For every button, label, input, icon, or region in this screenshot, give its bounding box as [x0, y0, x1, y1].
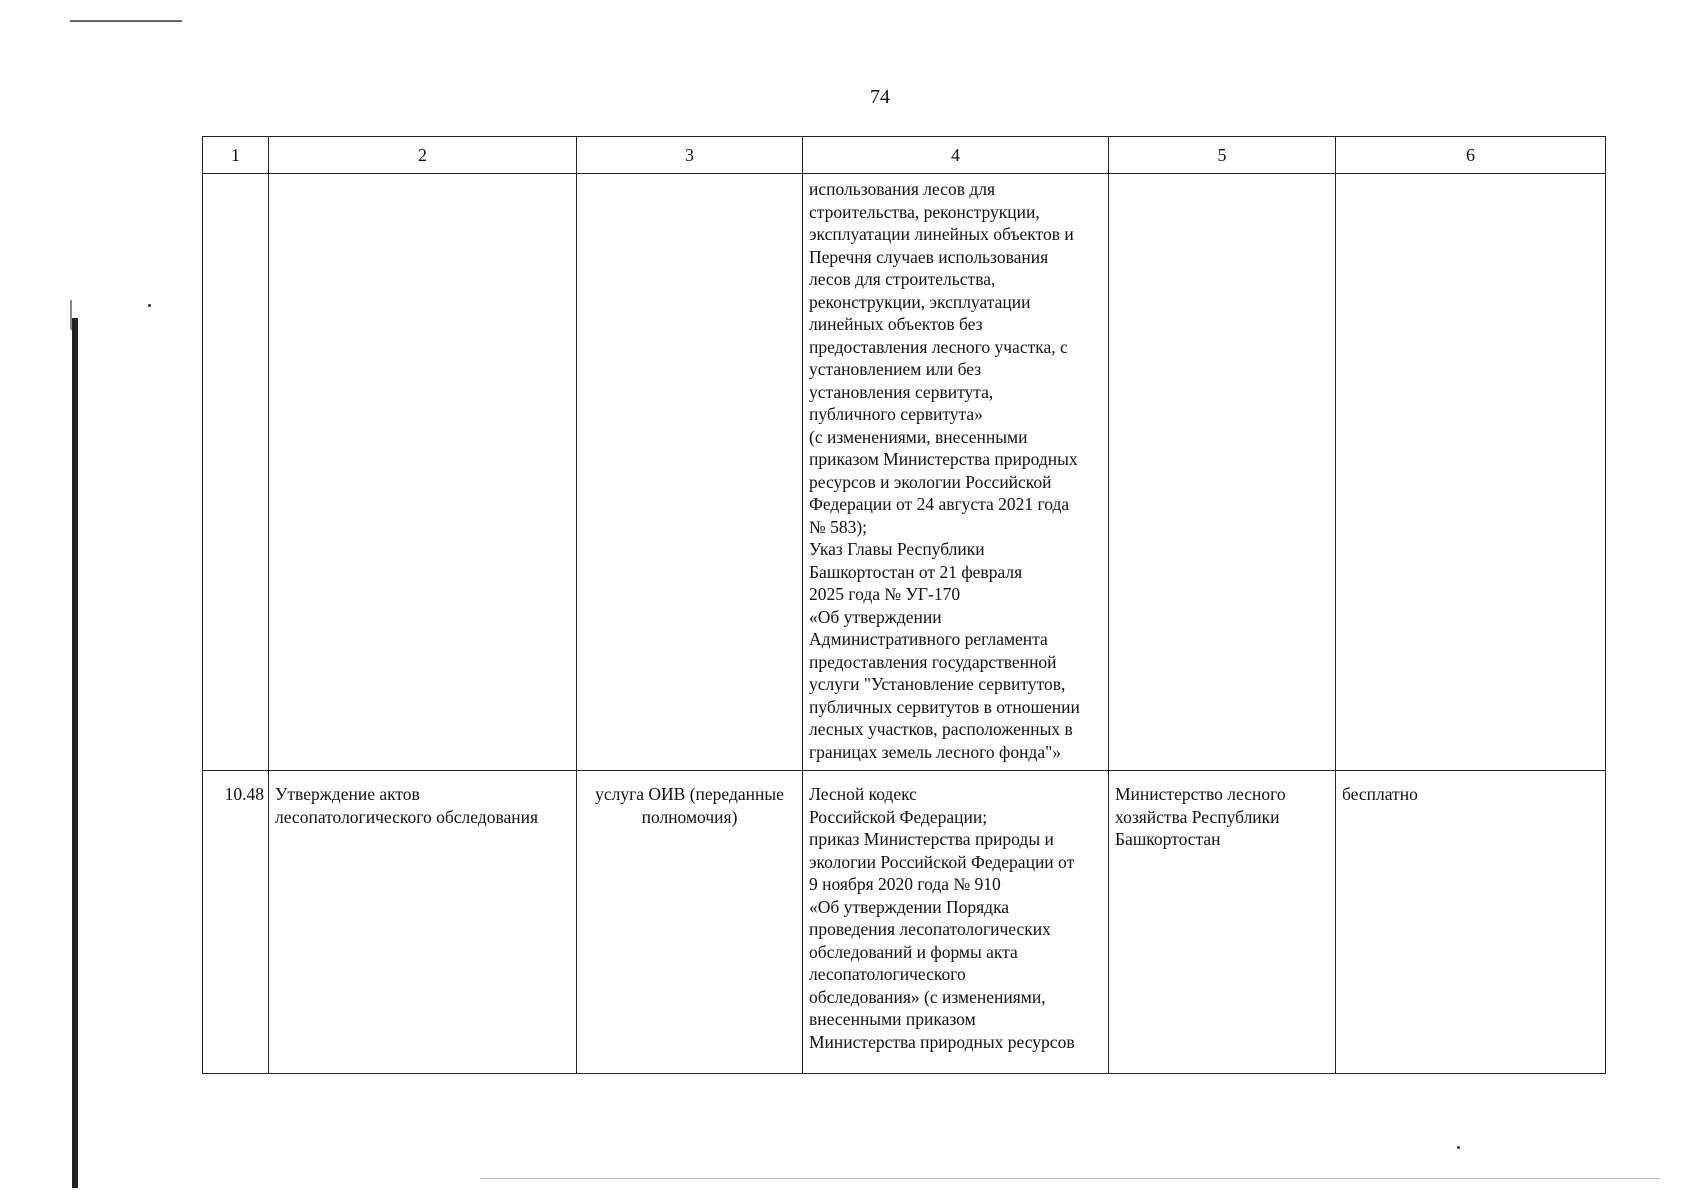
column-number: 6 [1336, 137, 1606, 174]
scan-speck [148, 304, 151, 307]
page-number: 74 [870, 86, 890, 108]
authority-cell [1109, 174, 1336, 771]
column-number: 4 [803, 137, 1109, 174]
column-number: 5 [1109, 137, 1336, 174]
scan-artifact-bottom-line [480, 1178, 1660, 1179]
column-number-row [203, 137, 1606, 174]
row-number-cell: 10.48 [203, 771, 269, 1074]
scan-artifact-top-line [70, 20, 182, 22]
authority-cell: Министерство лесного хозяйства Республики Башкортостан [1109, 771, 1336, 1074]
service-name-cell [269, 174, 577, 771]
scan-speck [1457, 1146, 1460, 1149]
service-type-cell [577, 174, 803, 771]
fee-cell: бесплатно [1336, 771, 1606, 1074]
fee-cell [1336, 174, 1606, 771]
scan-artifact-left-bar [72, 318, 78, 1188]
column-number: 1 [203, 137, 269, 174]
column-number: 3 [577, 137, 803, 174]
service-type-cell: услуга ОИВ (переданные полномочия) [577, 771, 803, 1074]
row-number-cell [203, 174, 269, 771]
legal-basis-cell: использования лесов для строительства, реконструкции, эксплуатации линейных объектов и Перечня случаев использования лесов для строительства, реконструкции, эксплуатации линейных объектов без предоставления лесного участка, с установлением или без установления сервитута, публичного сервитута» (с изменениями, внесенными приказом Министерства природных ресурсов и экологии Российской Федерации от 24 августа 2021 года № 583); Указ Главы Республики Башкортостан от 21 февраля 2025 года № УГ-170 «Об утверждении Административного регламента предоставления государственной услуги "Установление сервитутов, публичных сервитутов в отношении лесных участков, расположенных в границах земель лесного фонда"» [803, 174, 1109, 771]
column-number: 2 [269, 137, 577, 174]
table-row [203, 174, 1606, 771]
services-table [202, 136, 1606, 1074]
service-name-cell: Утверждение актов лесопатологического обследования [269, 771, 577, 1074]
table-row [203, 771, 1606, 1074]
legal-basis-cell: Лесной кодекс Российской Федерации; приказ Министерства природы и экологии Российской Федерации от 9 ноября 2020 года № 910 «Об утверждении Порядка проведения лесопатологических обследований и формы акта лесопатологического обследования» (с изменениями, внесенными приказом Министерства природных ресурсов [803, 771, 1109, 1074]
